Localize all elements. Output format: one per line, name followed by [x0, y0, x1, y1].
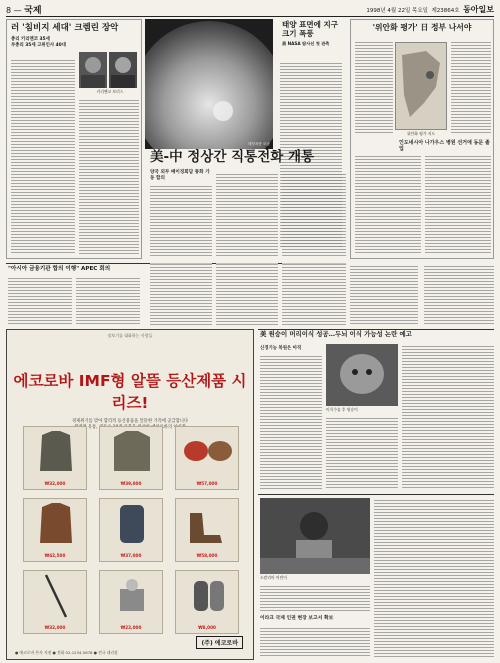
product-vest	[23, 426, 87, 490]
hair-text-col2	[326, 416, 398, 490]
sun-sub: 美 NASA 탐사선 첫 관측	[282, 41, 330, 47]
currency-text-col6	[424, 264, 494, 326]
product-jacket	[99, 426, 163, 490]
hotline-text-col6	[282, 262, 346, 326]
map-caption: 위안화 평가 지도	[406, 131, 436, 136]
hotline-headline: 美-中 정상간 직통전화 개통	[150, 149, 315, 165]
kremlin-headline: 러 '침비지 세대' 크렘린 장악	[11, 23, 119, 33]
price-8: ₩22,000	[120, 625, 142, 630]
hotline-sub: 양국 외무 베이징회담 통화 가동 합의	[150, 170, 210, 181]
kremlin-sub1: 총리 키리옌코 35세	[11, 36, 50, 42]
kremlin-article	[6, 19, 142, 259]
divider-bottom	[258, 494, 494, 495]
hair-sub: 신경기능 복원은 아직	[260, 346, 302, 351]
product-pack	[99, 498, 163, 562]
page-header	[6, 3, 494, 17]
hotline-text-col3	[282, 172, 346, 256]
product-boots	[175, 498, 239, 562]
ad-footer: ● 에코로바 본사 지점 ● 전화 02-1234-5678 ● 전국 대리점	[15, 650, 118, 655]
monkey-caption: 이식수술 후 원숭이	[326, 407, 358, 412]
hair-text-col3	[402, 344, 494, 490]
kremlin-text-col1	[11, 58, 75, 254]
kremlin-text-col2	[79, 98, 139, 254]
portrait-photo-1	[79, 52, 107, 88]
apec-headline: "아시아 금융기관 합의 이행" APEC 회의	[8, 266, 111, 272]
product-gloves	[175, 570, 239, 634]
sun-caption: 태양폭풍 모습	[248, 142, 270, 147]
product-caps	[175, 426, 239, 490]
currency-text-col2	[451, 40, 491, 135]
hotline-text-col2	[216, 172, 278, 256]
bottom-text-col1	[374, 498, 494, 658]
kid-caption: 소말리아 어린이	[260, 575, 287, 580]
monkey-photo	[326, 344, 398, 406]
wedding-headline: 인도네시아 나가우스 병원 선거에 동문 졸업	[399, 140, 490, 152]
price-2: ₩39,000	[120, 481, 142, 486]
bottom-headline: 이라크 국제 인권 현장 보고서 확보	[260, 616, 334, 621]
price-4: ₩42,500	[44, 553, 66, 558]
apec-text-col2	[76, 276, 140, 326]
product-stove	[99, 570, 163, 634]
currency-article	[350, 19, 494, 259]
product-stick	[23, 570, 87, 634]
page-section: 8 — 국제	[6, 6, 42, 16]
portrait-photo-2	[109, 52, 137, 88]
ad-top-text: 장보기를 대화하는 사람들	[107, 333, 153, 338]
bottom-text-col2	[260, 626, 370, 658]
ad-sub1: 경제위기를 맞아 합리적 등산용품을 알뜰한 가격에 공급합니다	[71, 419, 189, 424]
product-vest2	[23, 498, 87, 562]
price-3: ₩57,000	[196, 481, 218, 486]
portraits-caption: 키리옌코 보리스	[96, 89, 124, 94]
price-5: ₩37,000	[120, 553, 142, 558]
price-1: ₩32,000	[44, 481, 66, 486]
ad-title: 에코로바 IMF형 알뜰 등산제품 시리즈!	[13, 372, 247, 412]
ad-sub2: 유통,	[87, 425, 98, 430]
price-7: ₩32,000	[44, 625, 66, 630]
kid-text	[260, 584, 370, 612]
sun-headline: 태양 표면에 지구크기 폭풍	[282, 20, 338, 38]
currency-text-col3	[355, 154, 421, 254]
ecoroba-ad	[6, 329, 254, 660]
currency-text-col5	[350, 264, 418, 326]
page-date: 1998년 4월 22일 목요일 제23864호 동아일보	[366, 5, 494, 14]
currency-map	[395, 42, 447, 130]
currency-headline: '위안화 평가' 日 정부 나서야	[372, 23, 472, 32]
sun-photo	[145, 19, 273, 149]
kremlin-sub2: 부총리 35세 고위인사 40대	[11, 42, 66, 48]
currency-text-col1	[355, 40, 393, 135]
hotline-text-col4	[150, 262, 212, 326]
apec-text-col1	[8, 276, 72, 326]
ad-brand: (주) 에코로바	[196, 636, 243, 649]
price-6: ₩58,000	[196, 553, 218, 558]
hair-headline: 美 원숭이 머리이식 성공…두뇌 이식 가능성 논란 예고	[260, 330, 412, 338]
currency-text-col4	[425, 154, 491, 254]
price-9: ₩8,000	[198, 625, 216, 630]
hotline-text-col1	[150, 184, 212, 256]
kid-photo	[260, 498, 370, 574]
hair-text-col1	[260, 354, 322, 490]
hotline-text-col5	[216, 262, 278, 326]
